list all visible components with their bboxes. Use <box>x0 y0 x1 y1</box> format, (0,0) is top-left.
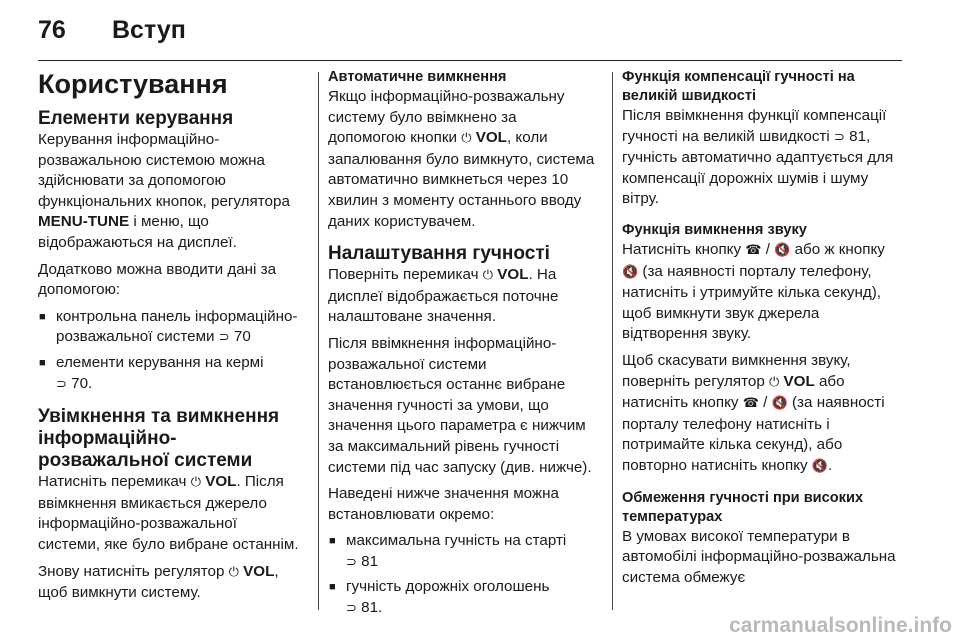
auto-off-paragraph: Якщо інформаційно-розважальну систему було ввімкнено за допомогою кнопки ⏻ VOL, коли запалювання було вимкнуто, система автоматично вимкнеться через 10 хвилин з моменту останнього вводу даних користувачем. <box>328 88 595 230</box>
mute-paragraph: Натисніть кнопку ☎ / 🔇 або ж кнопку 🔇 (за наявності порталу телефону, натисніть і утримуйте кілька секунд), щоб вимкнути звук джерела відтворення звуку. <box>622 240 885 343</box>
reference-arrow-icon: ⊃ <box>346 554 357 570</box>
reference-arrow-icon: ⊃ <box>346 601 357 617</box>
column-1 <box>38 68 300 610</box>
reference-arrow-icon: ⊃ <box>56 376 67 392</box>
page-title: Вступ <box>112 16 186 44</box>
subheading-auto-off: Автоматичне вимкнення <box>328 69 507 85</box>
temperature-paragraph: В умовах високої температури в автомобілі інформаційно-розважальна система обмежує <box>622 527 896 586</box>
page-link[interactable]: 81 <box>849 127 867 145</box>
page-link[interactable]: 81. <box>361 599 383 617</box>
list-item: ■ контрольна панель інформаційно-розважальної системи ⊃ 70 <box>38 307 300 349</box>
volume-paragraph: Поверніть перемикач ⏻ VOL. На дисплеї відображається поточне налаштоване значення. <box>328 266 559 326</box>
page-header <box>38 16 902 60</box>
power-icon: ⏻ <box>461 131 472 147</box>
mute-icon: 🔇 <box>774 242 791 258</box>
reference-arrow-icon: ⊃ <box>218 330 230 346</box>
column-3 <box>622 68 904 594</box>
controls-paragraph: Керування інформаційно-розважальною системою можна здійснювати за допомогою функціональних кнопок, регулятора MENU-TUNE і меню, що відображаються на дисплеї. <box>38 131 290 251</box>
volume-paragraph-2: Після ввімкнення інформаційно-розважальної системи встановлюється останнє вибране значення гучності за умови, що значення цього параметра є нижчим за максимальний рівень гучності системи під час запуску (див. нижче). <box>328 334 592 476</box>
page-number: 76 <box>38 16 66 44</box>
power-icon: ⏻ <box>769 374 780 390</box>
power-paragraph-2: Знову натисніть регулятор ⏻ VOL, щоб вимкнути систему. <box>38 562 279 602</box>
power-paragraph: Натисніть перемикач ⏻ VOL. Після ввімкнення вмикається джерело інформаційно-розважальної системи, яке було вибране останнім. <box>38 473 299 553</box>
mute-icon: 🔇 <box>771 396 788 412</box>
subheading-temperature: Обмеження гучності при високих температурах <box>622 489 864 525</box>
column-divider <box>318 72 319 610</box>
input-list <box>38 307 300 395</box>
volume-paragraph-3: Наведені нижче значення можна встановлювати окремо: <box>328 485 559 523</box>
power-icon: ⏻ <box>228 564 239 580</box>
page-link[interactable]: 70 <box>233 328 251 346</box>
list-item: ■ гучність дорожніх оголошень ⊃ 81. <box>328 577 598 619</box>
phone-icon: ☎ <box>742 396 759 412</box>
column-2 <box>328 68 598 626</box>
reference-arrow-icon: ⊃ <box>834 129 845 145</box>
phone-icon: ☎ <box>745 242 762 258</box>
controls-paragraph-2: Додатково можна вводити дані за допомогою: <box>38 260 277 299</box>
section-heading-volume: Налаштування гучності <box>328 243 550 265</box>
subheading-mute: Функція вимкнення звуку <box>622 221 807 238</box>
chapter-heading: Користування <box>38 69 228 99</box>
header-rule <box>38 60 902 61</box>
watermark: carmanualsonline.info <box>729 614 952 637</box>
mute-paragraph-2: Щоб скасувати вимкнення звуку, поверніть регулятор ⏻ VOL або натисніть кнопку ☎ / 🔇 (за наявності порталу телефону натисніть і потримайте кілька секунд), або повторно натисніть кнопку 🔇. <box>622 351 885 474</box>
list-item: ■ максимальна гучність на старті ⊃ 81 <box>328 531 598 573</box>
speed-paragraph: Після ввімкнення функції компенсації гучності на великій швидкості ⊃ 81, гучність автоматично адаптується для компенсації дорожніх шумів і шуму вітру. <box>622 107 894 208</box>
mute-icon: 🔇 <box>622 264 639 280</box>
page-link[interactable]: 81 <box>361 552 379 570</box>
volume-list <box>328 531 598 619</box>
column-divider <box>612 72 613 610</box>
power-icon: ⏻ <box>190 475 201 491</box>
section-heading-power: Увімкнення та вимкнення інформаційно-розважальної системи <box>38 406 280 472</box>
section-heading-controls: Елементи керування <box>38 108 234 129</box>
page-link[interactable]: 70. <box>71 374 93 392</box>
list-item: ■ елементи керування на кермі ⊃ 70. <box>38 353 300 395</box>
mute-icon: 🔇 <box>811 458 829 474</box>
power-icon: ⏻ <box>482 268 494 284</box>
subheading-speed-compensation: Функція компенсації гучності на великій швидкості <box>622 69 855 104</box>
